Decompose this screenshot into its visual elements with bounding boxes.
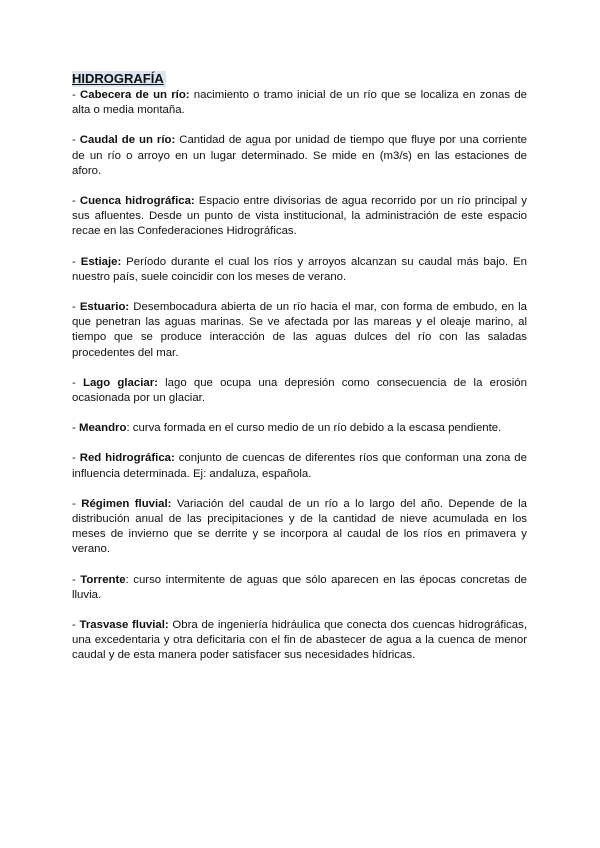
entry-cabecera bbox=[72, 88, 527, 118]
entry-definition: Obra de ingeniería hidráulica que conecta dos cuencas hidrográficas, una excedentaria y otra deficitaria con el fin de abastecer de agua a la cuenca de menor caudal y de esta manera poder satisfacer sus necesidades hídricas. bbox=[72, 619, 527, 662]
entry-prefix: - bbox=[72, 619, 80, 632]
entry-term: Régimen fluvial: bbox=[81, 497, 172, 510]
entry-prefix: - bbox=[72, 573, 81, 586]
entry-prefix: - bbox=[72, 255, 81, 268]
entry-red-hidrografica bbox=[72, 451, 527, 481]
entry-cuenca bbox=[72, 194, 527, 240]
entry-definition: Espacio entre divisorias de agua recorrido por un río principal y sus afluentes. Desde un punto de vista institucional, la administración de este espacio recae en las Confederaciones Hidrográficas. bbox=[72, 195, 527, 238]
entry-term: Caudal de un río: bbox=[79, 134, 176, 147]
entry-definition: nacimiento o tramo inicial de un río que se localiza en zonas de alta o media montaña. bbox=[72, 89, 527, 117]
entry-prefix: - bbox=[72, 134, 80, 147]
entry-term: Lago glaciar: bbox=[83, 376, 158, 389]
document-page bbox=[72, 70, 527, 679]
entry-prefix: - bbox=[72, 422, 79, 435]
entry-definition: : curso intermitente de aguas que sólo aparecen en las épocas concretas de lluvia. bbox=[72, 573, 528, 601]
entry-estiaje bbox=[72, 255, 527, 285]
entry-term: Cuenca hidrográfica: bbox=[79, 195, 195, 208]
entry-prefix: - bbox=[72, 376, 83, 389]
entry-caudal bbox=[72, 133, 527, 179]
entry-lago-glaciar bbox=[72, 376, 527, 406]
entry-prefix: - bbox=[72, 195, 80, 208]
entry-definition: Desembocadura abierta de un río hacia el mar, con forma de embudo, en la que penetran las aguas marinas. Se ve afectada por las mareas y el oleaje marino, al tiempo que se produce interacción de las aguas dulces del río con las saladas procedentes del mar. bbox=[72, 301, 527, 359]
entry-term: Cabecera de un río: bbox=[80, 89, 190, 101]
entry-definition: conjunto de cuencas de diferentes ríos que conforman una zona de influencia determinada. Ej: andaluza, española. bbox=[72, 452, 527, 480]
entry-prefix: - bbox=[72, 497, 82, 510]
entry-meandro bbox=[72, 421, 527, 436]
entry-definition: Cantidad de agua por unidad de tiempo que fluye por una corriente de un río o arroyo en un lugar determinado. Se mide en (m3/s) en las estaciones de aforo. bbox=[72, 134, 527, 177]
entry-definition: : curva formada en el curso medio de un río debido a la escasa pendiente. bbox=[126, 422, 502, 435]
entry-torrente bbox=[72, 573, 527, 603]
entry-term: Torrente bbox=[80, 573, 126, 586]
entry-definition: Variación del caudal de un río a lo largo del año. Depende de la distribución anual de las precipitaciones y de la cantidad de nieve acumulada en los meses de invierno que se derrite y se incorpora al caudal de los ríos en primavera y verano. bbox=[72, 497, 527, 556]
entry-definition: Período durante el cual los ríos y arroyos alcanzan su caudal más bajo. En nuestro país, suele coincidir con los meses de verano. bbox=[72, 255, 527, 283]
entry-term: Estiaje: bbox=[80, 255, 122, 268]
entry-estuario bbox=[72, 300, 527, 361]
entry-term: Red hidrográfica: bbox=[79, 452, 175, 465]
entry-term: Trasvase fluvial: bbox=[79, 619, 169, 632]
entry-term: Estuario: bbox=[79, 301, 130, 314]
entry-trasvase-fluvial bbox=[72, 618, 527, 664]
entry-prefix: - bbox=[72, 89, 81, 101]
entry-regimen-fluvial bbox=[72, 497, 527, 558]
document-title: HIDROGRAFÍA bbox=[72, 71, 164, 86]
entry-term: Meandro bbox=[78, 422, 127, 435]
entry-prefix: - bbox=[72, 452, 80, 465]
entry-prefix: - bbox=[72, 301, 80, 314]
entry-definition: lago que ocupa una depresión como consecuencia de la erosión ocasionada por un glaciar. bbox=[72, 376, 527, 405]
